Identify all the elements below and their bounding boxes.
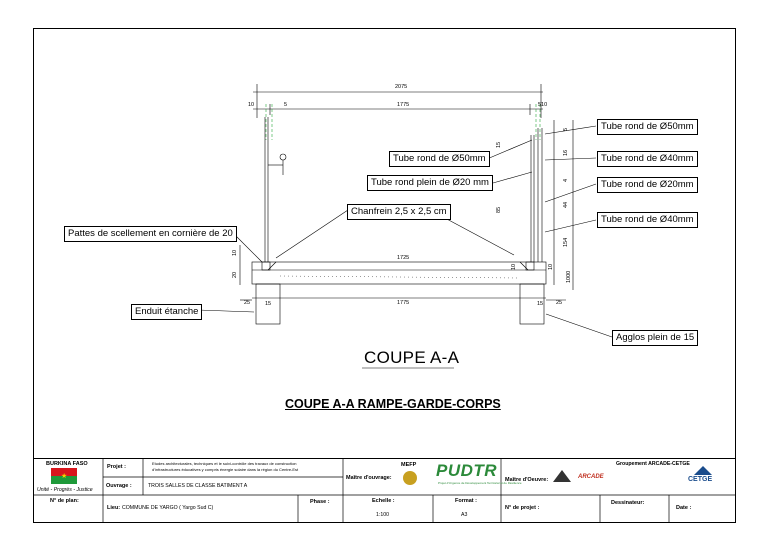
projet-text-2: d'infrastructures éducatives y compris énergie solaire dans la région du Centre-Est bbox=[152, 467, 299, 472]
phase-label: Phase : bbox=[310, 499, 330, 505]
callout-tube50-right: Tube rond de Ø50mm bbox=[597, 119, 698, 135]
projet-text-1: Etudes architecturales, techniques et le suivi-contrôle des travaux de construction bbox=[152, 461, 297, 466]
dim-v10-right: 10 bbox=[511, 263, 517, 270]
callout-tube50-center: Tube rond de Ø50mm bbox=[389, 151, 490, 167]
cetge-logo-mark bbox=[694, 466, 712, 475]
maitre-ouvrage-label: Maître d'ouvrage: bbox=[346, 475, 392, 481]
dim-25-left: 25 bbox=[244, 300, 251, 306]
dim-v4: 4 bbox=[563, 178, 569, 182]
projet-label: Projet : bbox=[107, 464, 126, 470]
callout-tube20-plein: Tube rond plein de Ø20 mm bbox=[367, 175, 493, 191]
date-label: Date : bbox=[676, 505, 692, 511]
dim-510: 510 bbox=[538, 102, 548, 108]
dim-1775-bottom: 1775 bbox=[397, 300, 410, 306]
lieu-label: Lieu: bbox=[107, 505, 121, 511]
dim-v16: 16 bbox=[563, 149, 569, 156]
cetge-logo: CETGE bbox=[688, 476, 713, 483]
dim-v10-r2: 10 bbox=[548, 263, 554, 270]
dim-25-right: 25 bbox=[556, 300, 563, 306]
pudtr-logo: PUDTR bbox=[436, 461, 498, 480]
projet-no-label: N° de projet : bbox=[505, 505, 540, 511]
dim-15-right: 15 bbox=[537, 301, 544, 307]
section-subtitle: COUPE A-A RAMPE-GARDE-CORPS bbox=[285, 397, 501, 411]
callout-tube20-right: Tube rond de Ø20mm bbox=[597, 177, 698, 193]
arcade-logo-mark bbox=[553, 470, 571, 482]
dim-v15: 15 bbox=[496, 141, 502, 148]
dim-v44: 44 bbox=[563, 201, 569, 208]
arcade-logo: ARCADE bbox=[578, 474, 604, 480]
dim-15-left: 15 bbox=[265, 301, 272, 307]
groupement-label: Groupement ARCADE-CETGE bbox=[616, 461, 690, 467]
callout-chanfrein: Chanfrein 2,5 x 2,5 cm bbox=[347, 204, 451, 220]
dim-v10-left: 10 bbox=[232, 249, 238, 256]
callout-pattes: Pattes de scellement en cornière de 20 bbox=[64, 226, 237, 242]
echelle-value: 1:100 bbox=[376, 512, 389, 518]
dim-v5: 5 bbox=[563, 127, 569, 131]
mefp-emblem bbox=[403, 471, 417, 485]
dim-5: 5 bbox=[284, 102, 288, 108]
format-value: A3 bbox=[461, 512, 468, 518]
section-title: COUPE A-A bbox=[364, 348, 460, 367]
callout-tube40-right-bottom: Tube rond de Ø40mm bbox=[597, 212, 698, 228]
format-label: Format : bbox=[455, 498, 477, 504]
dim-total: 2075 bbox=[395, 84, 408, 90]
dim-v154: 154 bbox=[563, 237, 569, 247]
plan-no-label: N° de plan: bbox=[50, 498, 79, 504]
ouvrage-text: TROIS SALLES DE CLASSE BATIMENT A bbox=[148, 483, 248, 489]
dim-v20-left: 20 bbox=[232, 271, 238, 278]
maitre-oeuvre-label: Maître d'Oeuvre: bbox=[505, 477, 549, 483]
dim-1775-top: 1775 bbox=[397, 102, 410, 108]
dessinateur-label: Dessinateur: bbox=[611, 500, 645, 506]
callout-tube40-right-top: Tube rond de Ø40mm bbox=[597, 151, 698, 167]
burkina-flag: ★ bbox=[51, 468, 77, 484]
dim-10a: 10 bbox=[248, 102, 255, 108]
dim-v1000: 1000 bbox=[566, 270, 572, 283]
pudtr-subtitle: Projet d'Urgence de Développement Territorial et de Résilience bbox=[438, 481, 522, 485]
lieu-text: COMMUNE DE YARGO ( Yargo Sud C) bbox=[122, 505, 214, 511]
callout-enduit: Enduit étanche bbox=[131, 304, 202, 320]
motto: Unité - Progrès - Justice bbox=[37, 487, 93, 493]
mefp-label: MEFP bbox=[401, 462, 417, 468]
dim-v85: 85 bbox=[496, 206, 502, 213]
ouvrage-label: Ouvrage : bbox=[106, 483, 132, 489]
country-label: BURKINA FASO bbox=[46, 461, 88, 467]
callout-agglos: Agglos plein de 15 bbox=[612, 330, 698, 346]
echelle-label: Echelle : bbox=[372, 498, 395, 504]
dim-1725: 1725 bbox=[397, 255, 410, 261]
